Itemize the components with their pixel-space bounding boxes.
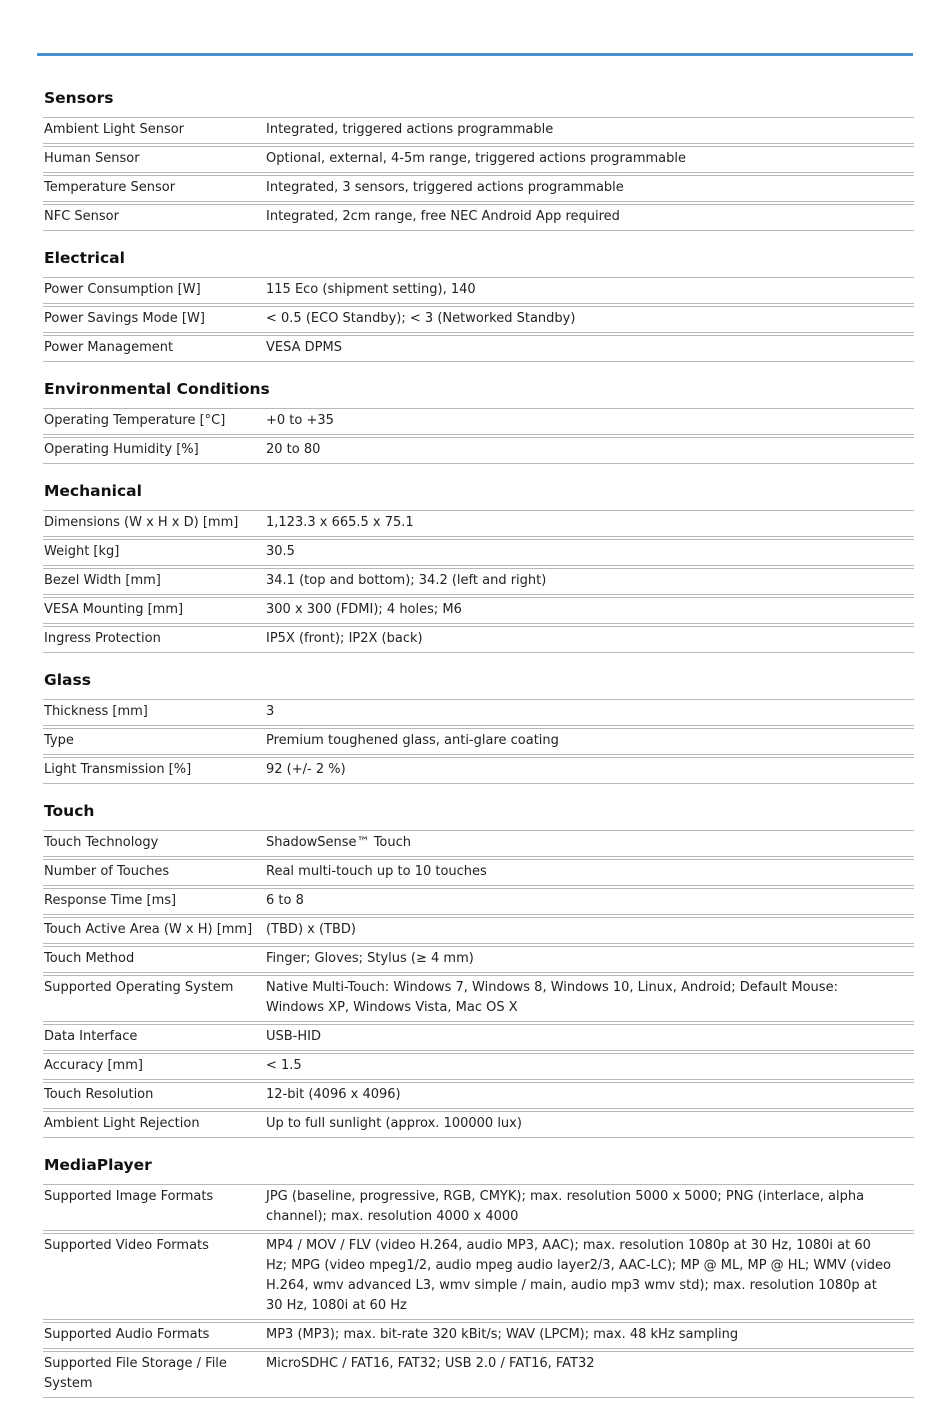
spec-value: Optional, external, 4-5m range, triggered actions programmable — [266, 151, 686, 166]
spec-label: Operating Humidity [%] — [44, 442, 199, 457]
spec-section — [43, 479, 914, 653]
spec-value: 92 (+/- 2 %) — [266, 762, 346, 777]
spec-section — [43, 799, 914, 1138]
spec-row — [43, 1111, 914, 1138]
spec-label: Touch Method — [44, 951, 135, 966]
spec-value: 115 Eco (shipment setting), 140 — [266, 282, 476, 297]
spec-value: 300 x 300 (FDMI); 4 holes; M6 — [266, 602, 462, 617]
spec-sheet — [43, 82, 914, 1398]
spec-label: Power Consumption [W] — [44, 282, 201, 297]
spec-value: Up to full sunlight (approx. 100000 lux) — [266, 1116, 522, 1131]
spec-label: Touch Resolution — [44, 1087, 154, 1102]
spec-section — [43, 86, 914, 231]
spec-row — [43, 1082, 914, 1109]
spec-value: +0 to +35 — [266, 413, 334, 428]
spec-value: (TBD) x (TBD) — [266, 922, 356, 937]
spec-label: Human Sensor — [44, 151, 140, 166]
spec-value: 12-bit (4096 x 4096) — [266, 1087, 401, 1102]
spec-row — [43, 1184, 914, 1231]
spec-row — [43, 728, 914, 755]
spec-label: Touch Technology — [44, 835, 159, 850]
spec-row — [43, 1233, 914, 1320]
spec-row — [43, 917, 914, 944]
spec-section — [43, 668, 914, 784]
spec-label: Operating Temperature [°C] — [44, 413, 226, 428]
spec-table — [43, 117, 914, 231]
spec-label: Supported Audio Formats — [44, 1327, 210, 1342]
spec-value: 1,123.3 x 665.5 x 75.1 — [266, 515, 414, 530]
spec-section — [43, 1153, 914, 1398]
spec-label: Touch Active Area (W x H) [mm] — [44, 922, 253, 937]
spec-section — [43, 377, 914, 464]
spec-value: USB-HID — [266, 1029, 321, 1044]
spec-value: JPG (baseline, progressive, RGB, CMYK); max. resolution 5000 x 5000; PNG (interlace, alpha channel); max. resolution 4000 x 4000 — [266, 1189, 865, 1224]
spec-label: Weight [kg] — [44, 544, 120, 559]
spec-value: 30.5 — [266, 544, 295, 559]
spec-value: 6 to 8 — [266, 893, 304, 908]
spec-label: Dimensions (W x H x D) [mm] — [44, 515, 239, 530]
spec-label: Data Interface — [44, 1029, 138, 1044]
spec-label: Power Savings Mode [W] — [44, 311, 205, 326]
spec-row — [43, 146, 914, 173]
spec-label: Accuracy [mm] — [44, 1058, 143, 1073]
spec-row — [43, 1351, 914, 1398]
section-title: Electrical — [44, 249, 125, 267]
section-title: MediaPlayer — [44, 1156, 152, 1174]
spec-row — [43, 568, 914, 595]
spec-value: 3 — [266, 704, 275, 719]
spec-label: Light Transmission [%] — [44, 762, 192, 777]
spec-value: < 0.5 (ECO Standby); < 3 (Networked Standby) — [266, 311, 576, 326]
spec-label: Type — [44, 733, 74, 748]
spec-label: Ambient Light Sensor — [44, 122, 185, 137]
section-title: Glass — [44, 671, 91, 689]
spec-value: Finger; Gloves; Stylus (≥ 4 mm) — [266, 951, 474, 966]
spec-label: Thickness [mm] — [44, 704, 148, 719]
spec-label: Number of Touches — [44, 864, 170, 879]
section-title: Environmental Conditions — [44, 380, 270, 398]
spec-row — [43, 859, 914, 886]
spec-label: VESA Mounting [mm] — [44, 602, 184, 617]
spec-row — [43, 175, 914, 202]
spec-value: Integrated, 3 sensors, triggered actions programmable — [266, 180, 624, 195]
spec-row — [43, 888, 914, 915]
spec-value: Integrated, triggered actions programmable — [266, 122, 554, 137]
spec-row — [43, 204, 914, 231]
spec-row — [43, 699, 914, 726]
section-title: Touch — [44, 802, 95, 820]
spec-table — [43, 1184, 914, 1398]
spec-value: MicroSDHC / FAT16, FAT32; USB 2.0 / FAT16, FAT32 — [266, 1356, 595, 1371]
spec-value: Premium toughened glass, anti-glare coating — [266, 733, 559, 748]
spec-value: < 1.5 — [266, 1058, 302, 1073]
spec-row — [43, 510, 914, 537]
spec-row — [43, 277, 914, 304]
spec-row — [43, 1322, 914, 1349]
spec-value: MP4 / MOV / FLV (video H.264, audio MP3, AAC); max. resolution 1080p at 30 Hz, 1080i at 60 Hz; MPG (video mpeg1/2, audio mpeg audio layer2/3, AAC-LC); MP @ ML, MP @ HL; WMV (video H.264, wmv advanced L3, wmv simple / main, audio mp3 wmv std); max. resolution 1080p at 30 Hz, 1080i at 60 Hz — [266, 1238, 892, 1313]
spec-value: Real multi-touch up to 10 touches — [266, 864, 487, 879]
spec-value: VESA DPMS — [266, 340, 342, 355]
spec-value: ShadowSense™ Touch — [266, 835, 411, 850]
spec-row — [43, 539, 914, 566]
spec-row — [43, 626, 914, 653]
spec-row — [43, 335, 914, 362]
spec-value: Integrated, 2cm range, free NEC Android App required — [266, 209, 620, 224]
spec-value: MP3 (MP3); max. bit-rate 320 kBit/s; WAV (LPCM); max. 48 kHz sampling — [266, 1327, 739, 1342]
spec-row — [43, 1024, 914, 1051]
spec-row — [43, 975, 914, 1022]
spec-label: Ambient Light Rejection — [44, 1116, 200, 1131]
spec-label: Supported Image Formats — [44, 1189, 214, 1204]
spec-label: Bezel Width [mm] — [44, 573, 161, 588]
spec-row — [43, 306, 914, 333]
spec-label: NFC Sensor — [44, 209, 119, 224]
spec-row — [43, 117, 914, 144]
spec-label: Ingress Protection — [44, 631, 161, 646]
spec-table — [43, 830, 914, 1138]
spec-value: IP5X (front); IP2X (back) — [266, 631, 423, 646]
section-title: Mechanical — [44, 482, 142, 500]
spec-row — [43, 437, 914, 464]
spec-label: Power Management — [44, 340, 174, 355]
spec-row — [43, 408, 914, 435]
header-rule — [37, 53, 913, 56]
spec-row — [43, 597, 914, 624]
spec-table — [43, 510, 914, 653]
spec-value: 20 to 80 — [266, 442, 321, 457]
spec-value: Native Multi-Touch: Windows 7, Windows 8, Windows 10, Linux, Android; Default Mouse: Windows XP, Windows Vista, Mac OS X — [266, 980, 838, 1015]
spec-label: Response Time [ms] — [44, 893, 177, 908]
spec-label: Supported File Storage / File System — [44, 1356, 227, 1391]
spec-row — [43, 946, 914, 973]
spec-row — [43, 1053, 914, 1080]
spec-row — [43, 830, 914, 857]
section-title: Sensors — [44, 89, 114, 107]
spec-label: Supported Video Formats — [44, 1238, 209, 1253]
spec-label: Supported Operating System — [44, 980, 234, 995]
spec-table — [43, 408, 914, 464]
spec-row — [43, 757, 914, 784]
spec-table — [43, 277, 914, 362]
spec-section — [43, 246, 914, 362]
spec-label: Temperature Sensor — [44, 180, 176, 195]
spec-value: 34.1 (top and bottom); 34.2 (left and right) — [266, 573, 547, 588]
spec-table — [43, 699, 914, 784]
